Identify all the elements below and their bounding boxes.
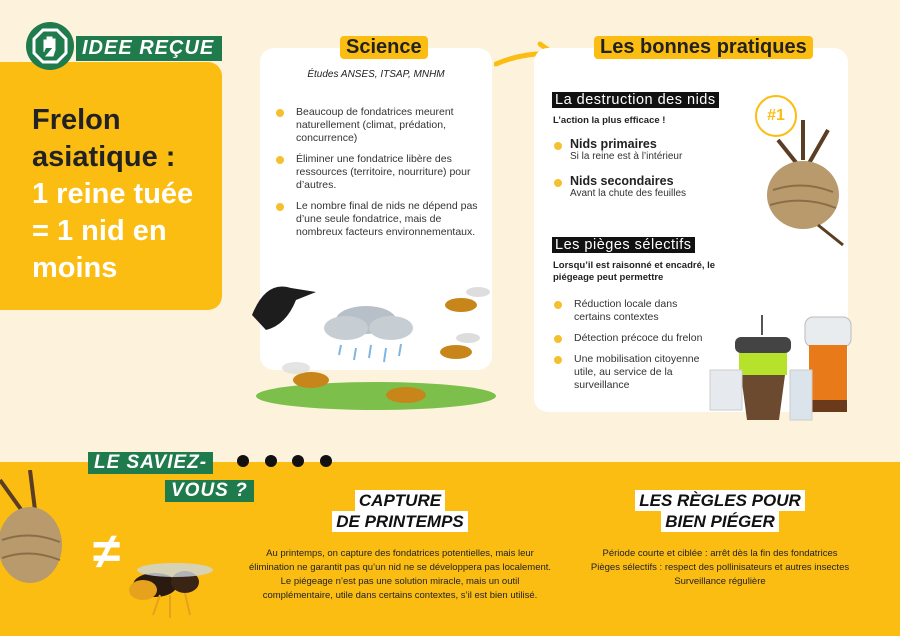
capture-text <box>230 547 570 603</box>
nest-icon <box>0 470 80 590</box>
text-line: Au printemps, on capture des fondatrices potentielles, mais leur <box>266 548 534 559</box>
list-item <box>554 174 734 199</box>
destruction-list <box>554 137 734 199</box>
practices-title: Les bonnes pratiques <box>594 36 813 59</box>
traps-subtitle: Lorsqu’il est raisonné et encadré, le piégeage peut permettre <box>553 260 716 283</box>
list-item: Une mobilisation citoyenne utile, au service de la surveillance <box>552 353 712 392</box>
myth-title: asiatique : <box>32 141 176 173</box>
not-equal-icon: ≠ <box>93 523 121 579</box>
myth-title: Frelon <box>32 104 121 136</box>
text-line: Période courte et ciblée : arrêt dès la fin des fondatrices <box>602 548 838 559</box>
destruction-heading: La destruction des nids <box>552 92 719 108</box>
text-line: élimination ne garantit pas qu’un nid ne se développera pas localement. <box>248 562 552 573</box>
dot-icon <box>237 455 249 467</box>
text-line: Pièges sélectifs : respect des pollinisateurs et autres insectes <box>590 562 850 573</box>
hornet-icon <box>282 362 329 388</box>
list-item: Beaucoup de fondatrices meurent naturellement (climat, prédation, concurrence) <box>274 106 484 145</box>
dot-icon <box>265 455 277 467</box>
title-line: DE PRINTEMPS <box>332 511 468 532</box>
list-item: Le nombre final de nids ne dépend pas d’une seule fondatrice, mais de nombreux facteurs environnementaux. <box>274 200 484 239</box>
traps-heading: Les pièges sélectifs <box>552 237 695 253</box>
myth-claim: moins <box>32 252 118 284</box>
stop-hand-icon <box>26 22 74 70</box>
science-list <box>274 106 484 247</box>
title-line: BIEN PIÉGER <box>661 511 779 532</box>
hornet-icon <box>115 560 245 620</box>
rules-text <box>570 547 870 589</box>
science-title: Science <box>340 36 428 59</box>
myth-claim: = 1 nid en <box>32 215 167 247</box>
nest-icon <box>758 120 848 250</box>
item-text: Avant la chute des feuilles <box>570 188 687 199</box>
text-line: Surveillance régulière <box>674 576 766 587</box>
title-line: LES RÈGLES POUR <box>635 490 805 511</box>
list-item: Détection précoce du frelon <box>552 332 712 345</box>
list-item: Éliminer une fondatrice libère des ressources (territoire, nourriture) pour d’autres. <box>274 153 484 192</box>
traps-illustration <box>705 315 860 430</box>
myth-card <box>0 62 222 310</box>
did-you-know-label: VOUS ? <box>165 480 254 502</box>
item-text: Si la reine est à l’intérieur <box>570 151 683 162</box>
list-item: Réduction locale dans certains contextes <box>552 298 712 324</box>
traps-list <box>552 298 712 400</box>
capture-title <box>300 490 500 532</box>
crow-hornets-illustration <box>246 270 516 415</box>
text-line: complémentaire, utile dans certains contextes, s’il est bien utilisé. <box>262 590 538 601</box>
idee-recue-label: IDEE REÇUE <box>76 36 222 61</box>
dot-icon <box>320 455 332 467</box>
text-line: Le piégeage n’est pas une solution miracle, mais un outil <box>280 576 520 587</box>
myth-claim: 1 reine tuée <box>32 178 194 210</box>
destruction-subtitle: L’action la plus efficace ! <box>553 115 666 126</box>
title-line: CAPTURE <box>355 490 445 511</box>
science-sources: Études ANSES, ITSAP, MNHM <box>307 69 445 80</box>
item-title: Nids primaires <box>570 137 657 151</box>
rules-title <box>610 490 830 532</box>
dot-icon <box>292 455 304 467</box>
did-you-know-label: LE SAVIEZ- <box>88 452 213 474</box>
item-title: Nids secondaires <box>570 174 674 188</box>
rank-badge: #1 <box>755 95 797 137</box>
list-item <box>554 137 734 162</box>
